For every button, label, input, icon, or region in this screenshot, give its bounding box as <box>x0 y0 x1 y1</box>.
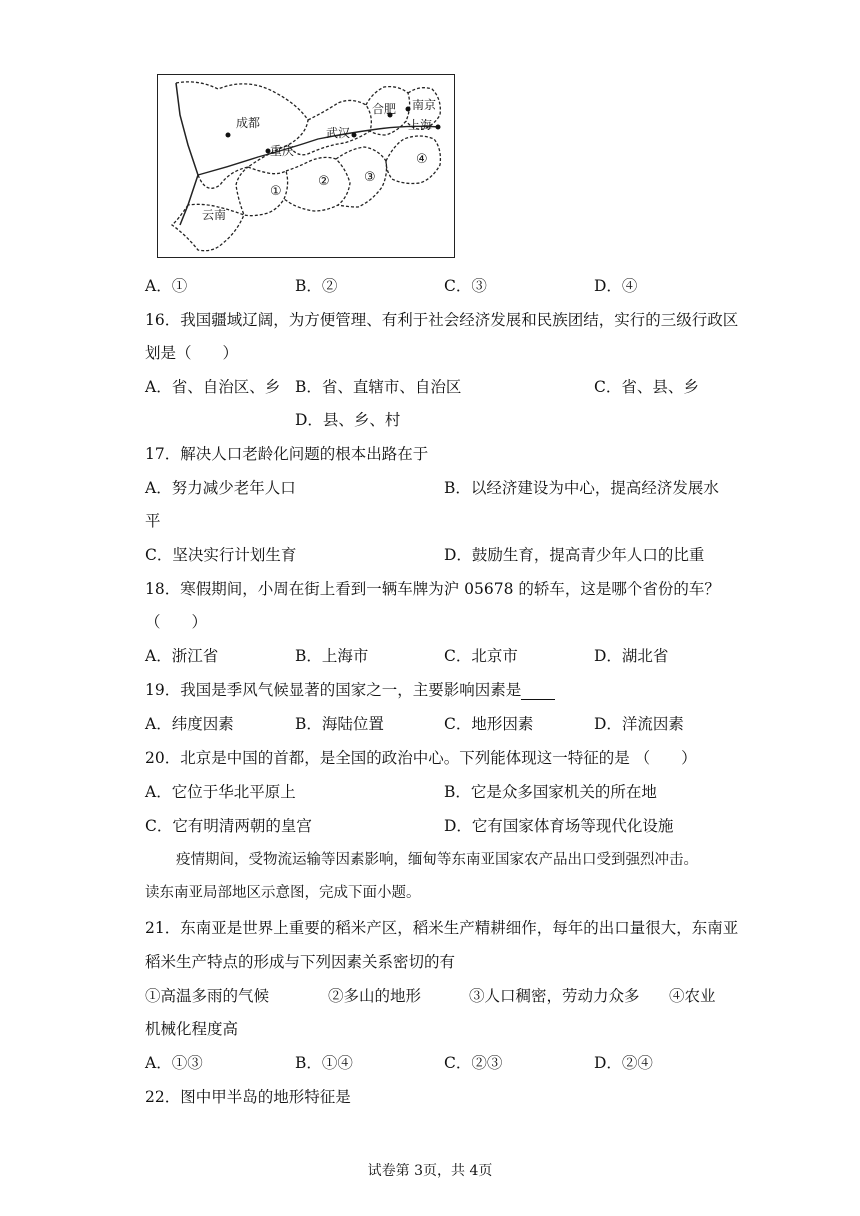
chengdu-label: 成都 <box>236 116 261 130</box>
q21-item-4: ④农业 <box>669 987 716 1005</box>
region-4-label: ④ <box>416 152 428 167</box>
passage-line-1: 疫情期间，受物流运输等因素影响，缅甸等东南亚国家农产品出口受到强烈冲击。 <box>176 852 698 868</box>
q16-stem-2: 划是（ ） <box>145 344 239 362</box>
region-2-label: ② <box>318 174 330 189</box>
chengdu-dot <box>226 133 231 138</box>
q17-stem: 17．解决人口老龄化问题的根本出路在于 <box>145 445 429 463</box>
q17-option-c[interactable]: C．坚决实行计划生育 <box>145 546 297 564</box>
q19-stem-line <box>145 680 820 700</box>
map-figure <box>157 74 455 258</box>
q20-stem: 20．北京是中国的首都，是全国的政治中心。下列能体现这一特征的是 （ ） <box>145 749 697 767</box>
q18-option-b[interactable]: B．上海市 <box>295 647 369 665</box>
q20-option-c[interactable]: C．它有明清两朝的皇宫 <box>145 817 312 835</box>
q22-stem: 22．图中甲半岛的地形特征是 <box>145 1088 351 1106</box>
q17-option-b[interactable]: B．以经济建设为中心，提高经济发展水 <box>444 479 719 497</box>
q21-stem-2: 稻米生产特点的形成与下列因素关系密切的有 <box>145 953 456 971</box>
page-footer: 试卷第 3页，共 4页 <box>367 1163 493 1179</box>
q16-stem-1: 16．我国疆域辽阔，为方便管理、有利于社会经济发展和民族团结，实行的三级行政区 <box>145 311 739 329</box>
q18-stem-1: 18．寒假期间，小周在街上看到一辆车牌为沪 05678 的轿车，这是哪个省份的车？ <box>145 580 720 598</box>
q15-option-a[interactable]: A．① <box>145 277 188 295</box>
map-svg <box>158 75 454 257</box>
q19-stem: 19．我国是季风气候显著的国家之一，主要影响因素是 <box>145 681 522 699</box>
q21-option-a[interactable]: A．①③ <box>145 1054 203 1072</box>
q21-item-2: ②多山的地形 <box>328 987 422 1005</box>
boundary-line <box>176 83 198 225</box>
q20-option-d[interactable]: D．它有国家体育场等现代化设施 <box>444 817 674 835</box>
q20-option-a[interactable]: A．它位于华北平原上 <box>145 783 296 801</box>
q16-option-b[interactable]: B．省、直辖市、自治区 <box>295 378 462 396</box>
region-1-label: ① <box>270 184 282 199</box>
q19-option-b[interactable]: B．海陆位置 <box>295 715 384 733</box>
region2-boundary <box>284 157 350 211</box>
hefei-label: 合肥 <box>372 102 397 116</box>
nanjing-label: 南京 <box>412 98 437 112</box>
chongqing-label: 重庆 <box>270 144 295 158</box>
q21-item-1: ①高温多雨的气候 <box>145 987 270 1005</box>
shanghai-dot <box>436 125 441 130</box>
q21-item-3: ③人口稠密，劳动力众多 <box>469 987 640 1005</box>
yunnan-label: 云南 <box>202 208 227 222</box>
q19-option-a[interactable]: A．纬度因素 <box>145 715 234 733</box>
q21-option-d[interactable]: D．②④ <box>594 1054 653 1072</box>
q21-option-c[interactable]: C．②③ <box>444 1054 503 1072</box>
q18-option-a[interactable]: A．浙江省 <box>145 647 219 665</box>
q18-option-c[interactable]: C．北京市 <box>444 647 518 665</box>
q21-item-4-wrap: 机械化程度高 <box>145 1020 239 1038</box>
q17-option-a[interactable]: A．努力减少老年人口 <box>145 479 296 497</box>
shanghai-label: 上海 <box>408 118 433 132</box>
q15-option-c[interactable]: C．③ <box>444 277 487 295</box>
q16-option-d[interactable]: D．县、乡、村 <box>295 411 401 429</box>
q17-option-b-wrap: 平 <box>145 512 161 530</box>
q21-stem-1: 21．东南亚是世界上重要的稻米产区，稻米生产精耕细作，每年的出口量很大，东南亚 <box>145 919 739 937</box>
q19-option-c[interactable]: C．地形因素 <box>444 715 534 733</box>
q15-option-d[interactable]: D．④ <box>594 277 638 295</box>
q19-blank <box>521 683 555 700</box>
region-3-label: ③ <box>364 170 376 185</box>
q19-option-d[interactable]: D．洋流因素 <box>594 715 684 733</box>
region4-boundary <box>386 136 440 184</box>
sichuan-boundary <box>176 82 308 188</box>
q18-option-d[interactable]: D．湖北省 <box>594 647 669 665</box>
q21-option-b[interactable]: B．①④ <box>295 1054 353 1072</box>
q17-option-d[interactable]: D．鼓励生育，提高青少年人口的比重 <box>444 546 705 564</box>
wuhan-label: 武汉 <box>326 126 351 140</box>
q18-stem-2: （ ） <box>145 613 208 631</box>
yangtze-river <box>198 126 440 175</box>
q16-option-c[interactable]: C．省、县、乡 <box>594 378 699 396</box>
nanjing-dot <box>406 107 411 112</box>
q16-option-a[interactable]: A．省、自治区、乡 <box>145 378 281 396</box>
passage-line-2: 读东南亚局部地区示意图，完成下面小题。 <box>145 885 421 901</box>
region3-boundary <box>336 147 387 207</box>
wuhan-dot <box>352 133 357 138</box>
q20-option-b[interactable]: B．它是众多国家机关的所在地 <box>444 783 657 801</box>
q15-option-b[interactable]: B．② <box>295 277 338 295</box>
